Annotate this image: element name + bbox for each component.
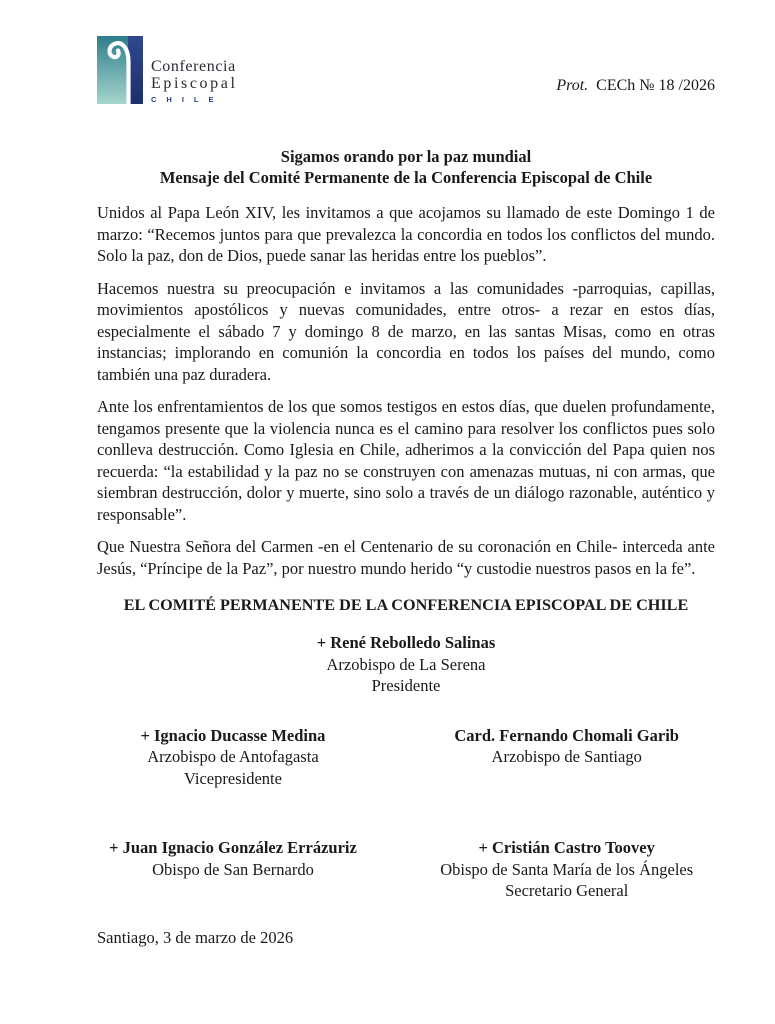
signatory-name: + Ignacio Ducasse Medina — [140, 725, 326, 745]
president-signature — [97, 632, 715, 697]
signature-row-2 — [97, 837, 715, 902]
paragraph-4: Que Nuestra Señora del Carmen -en el Centenario de su coronación en Chile- interceda ante Jesús, “Príncipe de la Paz”, por nuestro mundo herido “y custodie nuestros pasos en la fe”. — [97, 537, 715, 578]
secretary-general-signature — [418, 837, 715, 902]
document-title — [97, 146, 715, 188]
signatory-role: Arzobispo de Santiago — [491, 747, 642, 766]
logo-country-label: CHILE — [151, 94, 224, 104]
santiago-archbishop-signature — [418, 725, 715, 790]
title-line-2: Mensaje del Comité Permanente de la Conferencia Episcopal de Chile — [159, 168, 653, 187]
signature-row-1 — [97, 725, 715, 790]
paragraph-2: Hacemos nuestra su preocupación e invitamos a las comunidades -parroquias, capillas, movimientos apostólicos y nuevas comunidades, entre otros- a rezar en estos días, especialmente el sábado 7 y domingo 8 de marzo, en las santas Misas, como en otras instancias; implorando en comunión la concordia en todos los países del mundo, como también una paz duradera. — [97, 278, 715, 384]
signatory-role: Obispo de Santa María de los Ángeles — [440, 859, 694, 879]
crozier-logo-icon — [97, 36, 143, 104]
cech-logo — [97, 36, 238, 104]
signatory-name: + Cristián Castro Toovey — [478, 838, 655, 857]
logo-org-line1: Conferencia — [151, 57, 236, 75]
letterhead — [97, 36, 715, 104]
signatory-role: Obispo de San Bernardo — [152, 859, 314, 879]
committee-heading: EL COMITÉ PERMANENTE DE LA CONFERENCIA EPISCOPAL DE CHILE — [123, 596, 689, 614]
signatory-role: Secretario General — [505, 881, 629, 900]
vicepresident-signature — [97, 725, 369, 790]
logo-org-line2: Episcopal — [151, 74, 238, 92]
protocol-number — [556, 77, 715, 104]
signatory-role: Vicepresidente — [183, 768, 282, 788]
signatory-role: Presidente — [371, 676, 441, 695]
paragraph-3: Ante los enfrentamientos de los que somos testigos en estos días, que duelen profundamente, tengamos presente que la violencia nunca es el camino para resolver los conflictos pues solo conlleva destrucción. Como Iglesia en Chile, adherimos a la convicción del Papa quien nos recuerda: “la estabilidad y la paz no se construyen con amenazas mutuas, ni con armas, que siembran destrucción, dolor y muerte, sino solo a través de un diálogo razonable, auténtico y responsable”. — [97, 397, 715, 524]
dateline: Santiago, 3 de marzo de 2026 — [97, 927, 294, 947]
signatory-name: + René Rebolledo Salinas — [316, 633, 496, 652]
logo-text — [151, 58, 238, 105]
title-line-1: Sigamos orando por la paz mundial — [280, 147, 532, 166]
san-bernardo-bishop-signature — [97, 837, 369, 902]
protocol-value: CECh № 18 /2026 — [596, 77, 715, 94]
paragraph-1: Unidos al Papa León XIV, les invitamos a que acojamos su llamado de este Domingo 1 de marzo: “Recemos juntos para que prevalezca la concordia en todos los conflictos del mundo. Solo la paz, don de Dios, puede sanar las heridas entre los pueblos”. — [97, 203, 715, 265]
signatory-role: Arzobispo de La Serena — [326, 654, 486, 674]
signatory-name: Card. Fernando Chomali Garib — [454, 725, 679, 745]
letter-body — [97, 202, 715, 579]
signatory-role: Arzobispo de Antofagasta — [147, 747, 319, 766]
signatory-name: + Juan Ignacio González Errázuriz — [109, 838, 357, 857]
protocol-label: Prot. — [556, 77, 589, 94]
